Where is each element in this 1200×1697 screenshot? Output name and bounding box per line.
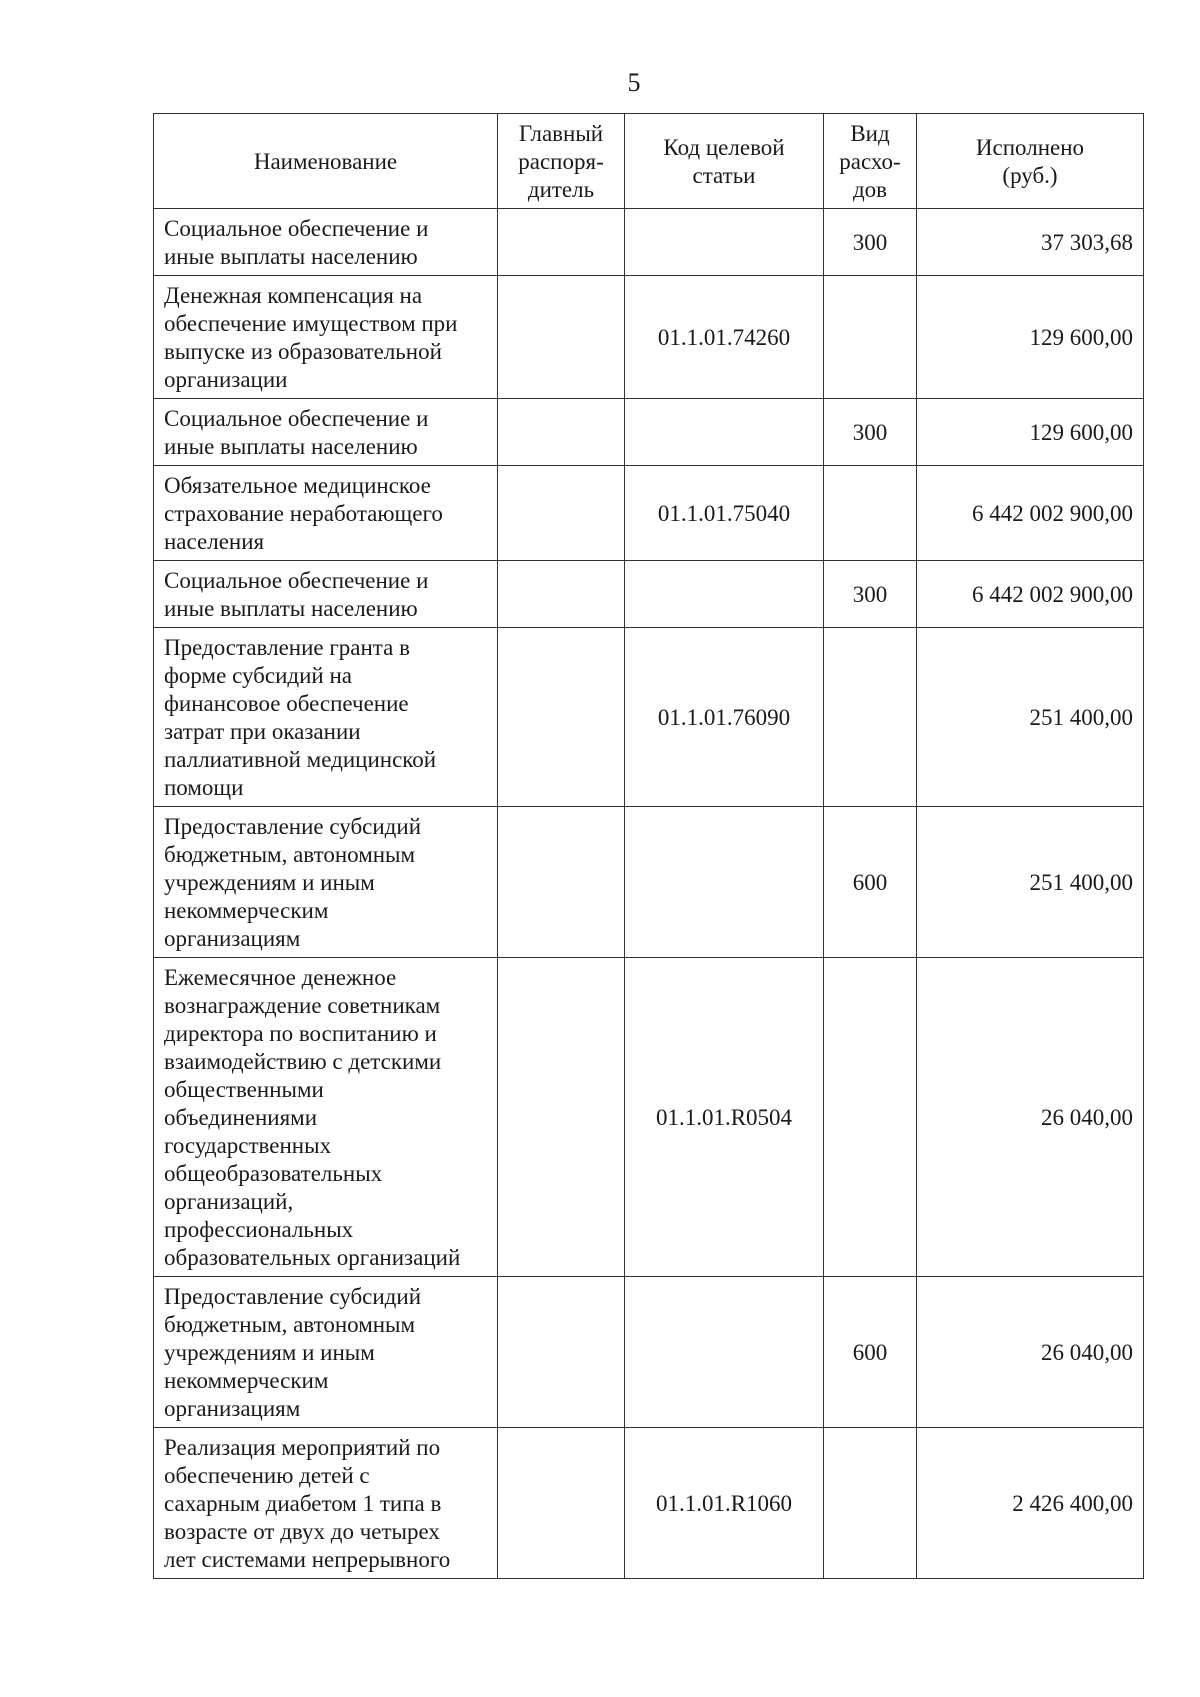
cell-executed-amount: 251 400,00 bbox=[917, 628, 1144, 807]
cell-target-code: 01.1.01.75040 bbox=[625, 466, 824, 561]
cell-target-code: 01.1.01.R0504 bbox=[625, 958, 824, 1277]
cell-chief-administrator bbox=[498, 561, 625, 628]
cell-expense-type: 300 bbox=[824, 561, 917, 628]
cell-expense-type: 600 bbox=[824, 1277, 917, 1428]
header-row bbox=[154, 114, 1144, 209]
cell-expense-type: 300 bbox=[824, 209, 917, 276]
cell-executed-amount: 129 600,00 bbox=[917, 276, 1144, 399]
table-row bbox=[154, 561, 1144, 628]
cell-name: Ежемесячное денежное вознаграждение советникам директора по воспитанию и взаимодействию с детскими общественными объединениями государственных общеобразовательных организаций, профессиональных образовательных организаций bbox=[154, 958, 498, 1277]
cell-executed-amount: 6 442 002 900,00 bbox=[917, 466, 1144, 561]
cell-chief-administrator bbox=[498, 276, 625, 399]
cell-expense-type bbox=[824, 466, 917, 561]
cell-target-code: 01.1.01.74260 bbox=[625, 276, 824, 399]
header-name: Наименование bbox=[154, 114, 498, 209]
page-number: 5 bbox=[627, 68, 641, 97]
cell-name: Обязательное медицинское страхование неработающего населения bbox=[154, 466, 498, 561]
cell-executed-amount: 251 400,00 bbox=[917, 807, 1144, 958]
table-row bbox=[154, 1277, 1144, 1428]
cell-name: Денежная компенсация на обеспечение имуществом при выпуске из образовательной организации bbox=[154, 276, 498, 399]
table-row bbox=[154, 807, 1144, 958]
table-body bbox=[154, 209, 1144, 1579]
cell-executed-amount: 129 600,00 bbox=[917, 399, 1144, 466]
cell-expense-type bbox=[824, 1428, 917, 1579]
cell-chief-administrator bbox=[498, 628, 625, 807]
cell-chief-administrator bbox=[498, 209, 625, 276]
cell-name: Предоставление субсидий бюджетным, автономным учреждениям и иным некоммерческим организациям bbox=[154, 807, 498, 958]
table-row bbox=[154, 958, 1144, 1277]
cell-target-code bbox=[625, 807, 824, 958]
table-header bbox=[154, 114, 1144, 209]
cell-name: Социальное обеспечение и иные выплаты населению bbox=[154, 399, 498, 466]
cell-target-code bbox=[625, 561, 824, 628]
table-row bbox=[154, 466, 1144, 561]
cell-expense-type bbox=[824, 628, 917, 807]
cell-name: Предоставление субсидий бюджетным, автономным учреждениям и иным некоммерческим организациям bbox=[154, 1277, 498, 1428]
cell-chief-administrator bbox=[498, 399, 625, 466]
table-row bbox=[154, 276, 1144, 399]
header-target-code: Код целевой статьи bbox=[625, 114, 824, 209]
cell-target-code: 01.1.01.R1060 bbox=[625, 1428, 824, 1579]
table-row bbox=[154, 628, 1144, 807]
cell-name: Предоставление гранта в форме субсидий на финансовое обеспечение затрат при оказании паллиативной медицинской помощи bbox=[154, 628, 498, 807]
cell-target-code bbox=[625, 1277, 824, 1428]
cell-expense-type: 600 bbox=[824, 807, 917, 958]
cell-chief-administrator bbox=[498, 466, 625, 561]
header-chief-administrator: Главный распоря- дитель bbox=[498, 114, 625, 209]
cell-target-code bbox=[625, 399, 824, 466]
expenditure-table bbox=[153, 113, 1144, 1579]
cell-executed-amount: 6 442 002 900,00 bbox=[917, 561, 1144, 628]
cell-name: Социальное обеспечение и иные выплаты населению bbox=[154, 209, 498, 276]
header-expense-type: Вид расхо- дов bbox=[824, 114, 917, 209]
cell-name: Социальное обеспечение и иные выплаты населению bbox=[154, 561, 498, 628]
cell-expense-type bbox=[824, 276, 917, 399]
cell-target-code: 01.1.01.76090 bbox=[625, 628, 824, 807]
cell-chief-administrator bbox=[498, 1277, 625, 1428]
cell-executed-amount: 26 040,00 bbox=[917, 958, 1144, 1277]
cell-executed-amount: 26 040,00 bbox=[917, 1277, 1144, 1428]
header-executed: Исполнено (руб.) bbox=[917, 114, 1144, 209]
cell-chief-administrator bbox=[498, 958, 625, 1277]
cell-executed-amount: 2 426 400,00 bbox=[917, 1428, 1144, 1579]
table-row bbox=[154, 1428, 1144, 1579]
cell-chief-administrator bbox=[498, 1428, 625, 1579]
cell-executed-amount: 37 303,68 bbox=[917, 209, 1144, 276]
table-row bbox=[154, 399, 1144, 466]
cell-expense-type: 300 bbox=[824, 399, 917, 466]
cell-name: Реализация мероприятий по обеспечению детей с сахарным диабетом 1 типа в возрасте от двух до четырех лет системами непрерывного bbox=[154, 1428, 498, 1579]
table-row bbox=[154, 209, 1144, 276]
cell-target-code bbox=[625, 209, 824, 276]
cell-expense-type bbox=[824, 958, 917, 1277]
cell-chief-administrator bbox=[498, 807, 625, 958]
